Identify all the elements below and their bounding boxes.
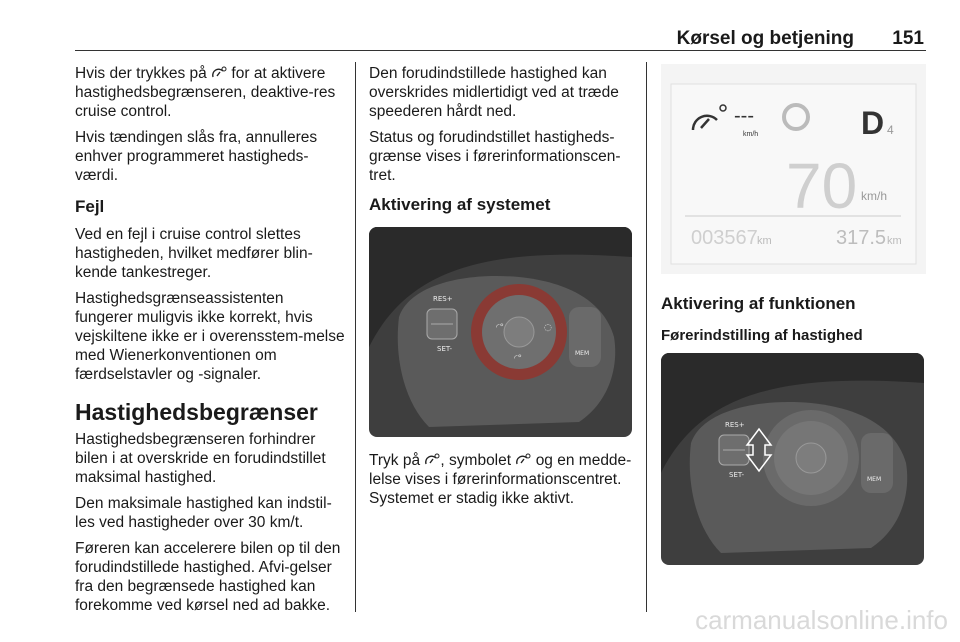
paragraph: Den forudindstillede hastighed kan overskrides midlertidigt ved at træde speederen hårdt ned.	[369, 65, 619, 120]
paragraph: Føreren kan accelerere bilen op til den forudindstillede hastighed. Afvi-gelser fra den begrænsede hastighed kan forekomme ved kørsel ned ad bakke.	[75, 540, 341, 614]
steering-wheel-adjust-image	[661, 353, 924, 565]
column-divider	[355, 62, 356, 612]
header-rule	[75, 50, 926, 51]
speed-readout: 70	[786, 150, 858, 222]
small-unit-label: km/h	[743, 131, 759, 138]
column-divider	[646, 62, 647, 612]
section-heading: Aktivering af funktionen	[661, 294, 856, 313]
paragraph: Tryk på , symbolet og en medde-lelse vises i førerinformationscentret. Systemet er stadig ikke aktivt.	[369, 452, 632, 507]
set-speed-dashes: ---	[734, 105, 754, 127]
section-heading: Fejl	[75, 197, 105, 216]
odometer: 003567	[691, 227, 758, 249]
speed-limiter-icon	[211, 66, 227, 80]
svg-text:◜°: ◜°	[514, 354, 522, 364]
svg-text:◌: ◌	[544, 323, 552, 333]
paragraph: Hvis der trykkes på for at aktivere hastighedsbegrænseren, deaktive-res cruise control.	[75, 65, 336, 120]
paragraph: Hvis tændingen slås fra, annulleres enhver programmeret hastigheds-værdi.	[75, 129, 318, 184]
paragraph: Ved en fejl i cruise control slettes hastigheden, hvilket medfører blin-kende tankestreger.	[75, 226, 313, 281]
column-middle	[369, 64, 635, 515]
chapter-heading: Hastighedsbegrænser	[75, 399, 318, 425]
column-right	[661, 64, 926, 565]
gear-number: 4	[887, 123, 894, 137]
mem-label: MEM	[867, 476, 882, 483]
paragraph: Status og forudindstillet hastigheds-grænse vises i førerinformationscen-tret.	[369, 129, 621, 184]
trip-meter: 317.5	[836, 227, 887, 249]
steering-wheel-illustration	[661, 353, 924, 565]
mem-label: MEM	[575, 350, 590, 357]
cluster-display-image	[661, 64, 926, 274]
page-number: 151	[892, 28, 924, 49]
paragraph: Hastighedsgrænseassistenten fungerer muligvis ikke korrekt, hvis vejskiltene ikke er i overensstem-melse med Wienerkonventionen om færdselstavler og -signaler.	[75, 290, 345, 383]
speed-limiter-icon	[424, 453, 440, 467]
paragraph: Hastighedsbegrænseren forhindrer bilen i at overskride en forudindstillet maksimal hastighed.	[75, 431, 326, 486]
section-heading: Aktivering af systemet	[369, 195, 551, 214]
speed-unit: km/h	[861, 189, 888, 203]
watermark: carmanualsonline.info	[695, 605, 948, 635]
steering-wheel-illustration	[369, 227, 632, 437]
res-label: RES+	[725, 421, 745, 429]
sub-heading: Førerindstilling af hastighed	[661, 327, 863, 344]
svg-text:◜°: ◜°	[496, 323, 504, 333]
speed-limiter-icon	[515, 453, 531, 467]
page-header	[75, 28, 926, 50]
column-left	[75, 64, 345, 622]
set-label: SET-	[729, 471, 745, 479]
steering-wheel-controls-image	[369, 227, 632, 437]
paragraph: Den maksimale hastighed kan indstil-les ved hastigheder over 30 km/t.	[75, 495, 332, 531]
instrument-cluster-illustration	[661, 64, 926, 274]
odometer-unit: km	[757, 235, 772, 247]
res-label: RES+	[433, 295, 453, 303]
page-title: Kørsel og betjening	[676, 28, 854, 49]
trip-unit: km	[887, 235, 902, 247]
set-label: SET-	[437, 345, 453, 353]
gear-indicator: D	[861, 105, 885, 141]
